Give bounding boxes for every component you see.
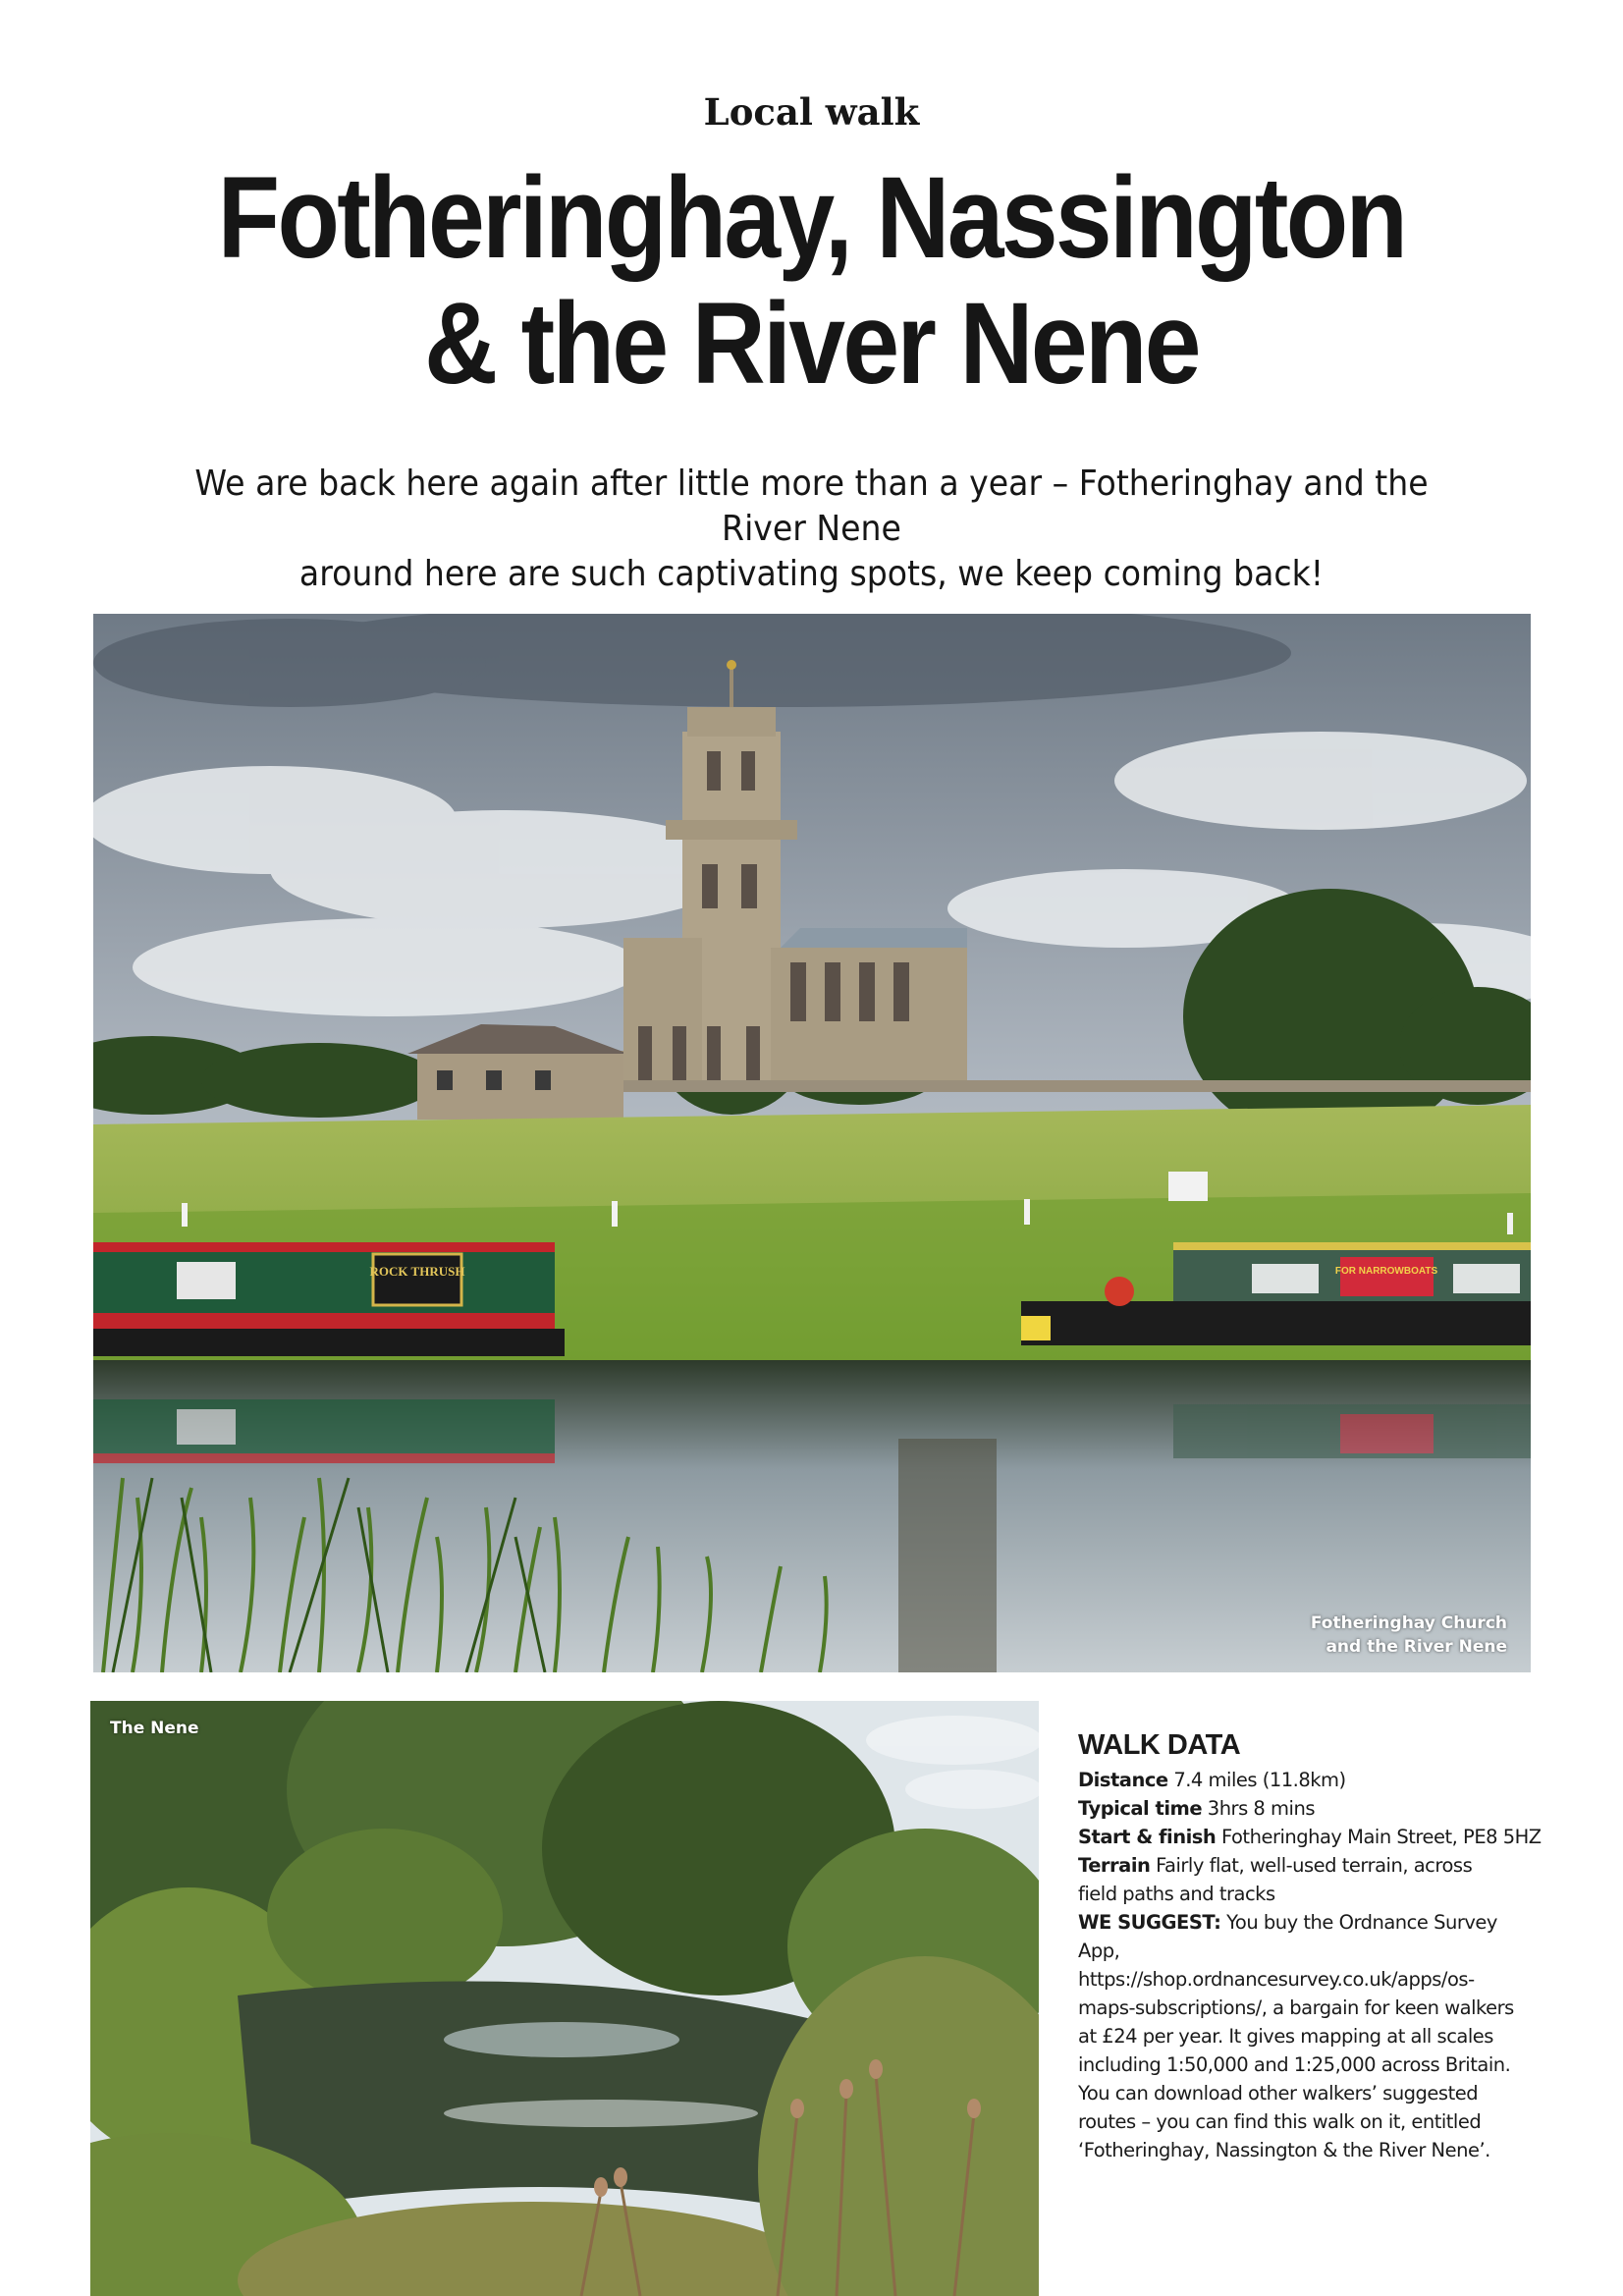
narrowboat-left (93, 1242, 565, 1356)
nene-photo-caption: The Nene (110, 1719, 199, 1738)
start-label: Start & finish (1078, 1826, 1217, 1848)
time-value: 3hrs 8 mins (1207, 1797, 1315, 1820)
time-label: Typical time (1078, 1797, 1203, 1820)
caption-line-1: Fotheringhay Church (1310, 1613, 1507, 1633)
distance-label: Distance (1078, 1769, 1168, 1791)
main-photo (93, 614, 1531, 1672)
suggest-label: WE SUGGEST: (1078, 1911, 1221, 1934)
nene-photo (90, 1701, 1039, 2296)
river-nene-illustration (90, 1701, 1039, 2296)
time-row (1078, 1794, 1549, 1823)
boat-right-name: FOR NARROWBOATS (1334, 1266, 1438, 1277)
terrain-row (1078, 1851, 1515, 1908)
terrain-label: Terrain (1078, 1854, 1151, 1877)
terrain-value: Fairly flat, well-used terrain, across field paths and tracks (1078, 1854, 1473, 1905)
title-line-1: Fotheringhay, Nassington (217, 153, 1406, 283)
boat-left-name: ROCK THRUSH (369, 1264, 465, 1279)
distance-value: 7.4 miles (11.8km) (1173, 1769, 1346, 1791)
standfirst-line-2: around here are such captivating spots, we keep coming back! (298, 554, 1325, 594)
standfirst-line-1: We are back here again after little more than a year – Fotheringhay and the River Nene (194, 464, 1429, 549)
walk-data-box (1078, 1728, 1549, 2164)
start-value: Fotheringhay Main Street, PE8 5HZ (1220, 1826, 1542, 1848)
main-photo-caption (1311, 1612, 1507, 1659)
distance-row (1078, 1766, 1549, 1794)
article-title (184, 155, 1439, 407)
standfirst (164, 462, 1458, 597)
suggest-row (1078, 1908, 1515, 2164)
walk-data-heading: WALK DATA (1078, 1729, 1241, 1761)
title-line-2: & the River Nene (424, 279, 1199, 409)
section-kicker: Local walk (703, 90, 920, 134)
start-row (1078, 1823, 1549, 1851)
caption-line-2: and the River Nene (1325, 1637, 1507, 1657)
church-river-illustration (93, 614, 1531, 1672)
river-nene (238, 1981, 837, 2212)
suggest-value: You buy the Ordnance Survey App, https://shop.ordnancesurvey.co.uk/apps/os-maps-subscriptions/, a bargain for keen walkers at £24 per year. It gives mapping at all scales including 1:50,000 and 1:25,000 across Britain. You can download other walkers’ suggested routes – you can find this walk on it, entitled ‘Fotheringhay, Nassington & the River Nene’. (1078, 1911, 1514, 2161)
